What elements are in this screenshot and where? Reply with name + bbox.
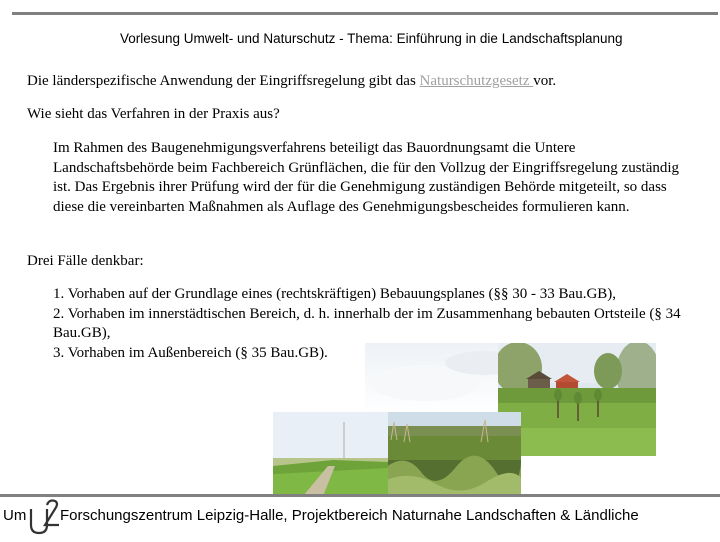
ufz-logo-icon bbox=[27, 497, 61, 537]
procedure-paragraph: Im Rahmen des Baugenehmigungsverfahrens beteiligt das Bauordnungsamt die Untere Landschaftsbehörde beim Fachbereich Grünflächen, die für den Vollzug der Eingriffsregelung zuständig ist. Das Ergebnis ihrer Prüfung wird der für die Genehmigung zuständigen Behörde mitgeteilt, so dass diese die vereinbarten Maßnahmen als Auflage des Genehmigungsbescheides formulieren kann. bbox=[53, 140, 680, 215]
landscape-photo-farm bbox=[498, 343, 656, 456]
footer-rule bbox=[0, 494, 720, 497]
case-item-3: 3. Vorhaben im Außenbereich (§ 35 Bau.GB). bbox=[53, 344, 328, 361]
intro-text-before: Die länderspezifische Anwendung der Eingriffsregelung gibt das bbox=[27, 73, 420, 89]
footer-prefix: Um bbox=[3, 507, 27, 524]
intro-paragraph bbox=[27, 72, 717, 92]
naturschutzgesetz-link[interactable]: Naturschutzgesetz bbox=[419, 73, 534, 89]
landscape-photo-meadow bbox=[273, 412, 388, 496]
intro-text-after: vor. bbox=[533, 73, 557, 89]
footer-institution: Forschungszentrum Leipzig-Halle, Projektbereich Naturnahe Landschaften & Ländliche bbox=[60, 507, 639, 524]
landscape-photo-sky bbox=[365, 343, 520, 415]
landscape-photo-wetland bbox=[386, 412, 521, 497]
slide-header-title: Vorlesung Umwelt- und Naturschutz - Thema: Einführung in die Landschaftsplanung bbox=[120, 31, 623, 46]
cases-intro: Drei Fälle denkbar: bbox=[27, 253, 144, 269]
case-item-2: 2. Vorhaben im innerstädtischen Bereich, d. h. innerhalb der im Zusammenhang bebauten Ortsteile (§ 34 Bau.GB), bbox=[53, 305, 681, 341]
question-paragraph: Wie sieht das Verfahren in der Praxis aus? bbox=[27, 106, 280, 122]
header-rule bbox=[12, 12, 718, 15]
case-item-1: 1. Vorhaben auf der Grundlage eines (rechtskräftigen) Bebauungsplanes (§§ 30 - 33 Bau.GB), bbox=[53, 286, 617, 302]
